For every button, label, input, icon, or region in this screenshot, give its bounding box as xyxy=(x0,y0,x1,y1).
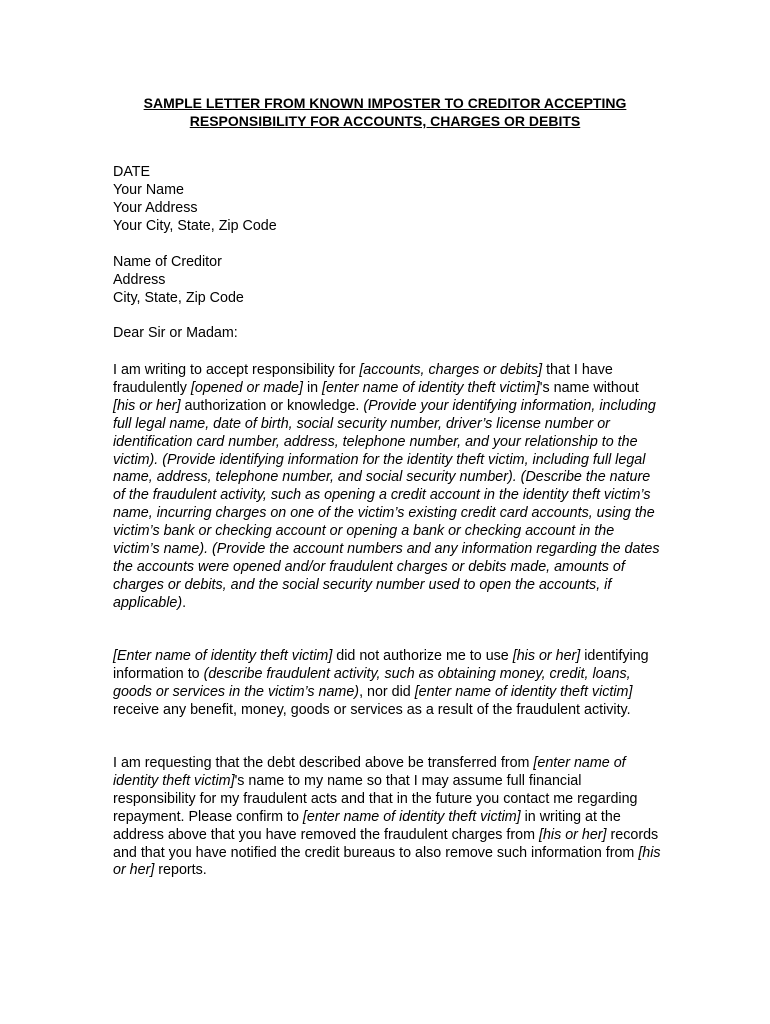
p2-placeholder-3: (describe fraudulent activity, such as obtaining money, credit, loans, goods or services in the victim’s name) xyxy=(113,665,631,700)
p1-placeholder-2: [opened or made] xyxy=(190,379,303,396)
salutation-block xyxy=(113,325,673,343)
p1-text-3: in xyxy=(302,379,323,396)
p2-placeholder-4: [enter name of identity theft victim] xyxy=(414,683,633,700)
recipient-name: Name of Creditor xyxy=(113,254,222,270)
paragraph-2 xyxy=(113,648,661,720)
sender-date: DATE xyxy=(113,164,151,180)
title-line-2: RESPONSIBILITY FOR ACCOUNTS, CHARGES OR DEBITS xyxy=(189,113,581,129)
p3-placeholder-4: [his or her] xyxy=(113,844,661,879)
p3-text-3: in writing at the address above that you have removed the fraudulent charges from xyxy=(113,808,621,843)
p1-placeholder-3: [enter name of identity theft victim] xyxy=(322,379,540,396)
letter-title xyxy=(100,94,670,130)
recipient-block xyxy=(113,254,673,308)
p3-text-4: records and that you have notified the credit bureaus to also remove such information from xyxy=(113,826,659,861)
p1-text-1: I am writing to accept responsibility for xyxy=(113,362,360,378)
p1-text-6: . xyxy=(182,594,187,611)
recipient-address: Address xyxy=(113,271,166,288)
title-line-1: SAMPLE LETTER FROM KNOWN IMPOSTER TO CREDITOR ACCEPTING xyxy=(143,95,627,111)
paragraph-3 xyxy=(113,755,661,880)
sender-block xyxy=(113,164,673,236)
p1-placeholder-4: [his or her] xyxy=(113,397,181,414)
p3-placeholder-2: [enter name of identity theft victim] xyxy=(302,808,521,825)
p1-placeholder-1: [accounts, charges or debits] xyxy=(359,362,543,378)
p1-text-5: authorization or knowledge. xyxy=(180,397,364,414)
p3-text-1: I am requesting that the debt described above be transferred from xyxy=(113,755,534,771)
p3-text-2: 's name to my name so that I may assume full financial responsibility for my fraudulent acts and that in the future you contact me regarding repayment. Please confirm to xyxy=(113,772,638,825)
sender-name: Your Name xyxy=(113,181,184,198)
p2-text-1: did not authorize me to use xyxy=(332,648,513,664)
recipient-city: City, State, Zip Code xyxy=(113,289,244,306)
p3-placeholder-3: [his or her] xyxy=(538,826,607,843)
p1-instructions: (Provide your identifying information, including full legal name, date of birth, social security number, driver’s license number or identification card number, address, telephone number, and your relationship to the victim). (Provide identifying information for the identity theft victim, including full legal name, address, telephone number, and social security number). (Describe the nature of the fraudulent activity, such as opening a credit account in the identity theft victim’s name, incurring charges on one of the victim’s existing credit card accounts, using the victim’s bank or checking account or opening a bank or checking account in the victim’s name). (Provide the account numbers and any information regarding the dates the accounts were opened and/or fraudulent charges or debits made, amounts of charges or debits, and the social security number used to open the accounts, if applicable) xyxy=(113,397,660,611)
p2-text-2: identifying information to xyxy=(113,648,649,682)
p1-text-4: 's name without xyxy=(539,379,639,396)
sender-address: Your Address xyxy=(113,199,198,216)
sender-city: Your City, State, Zip Code xyxy=(113,217,277,234)
p2-placeholder-1: [Enter name of identity theft victim] xyxy=(113,648,333,664)
p1-text-2: that I have fraudulently xyxy=(113,362,613,396)
p2-text-4: receive any benefit, money, goods or services as a result of the fraudulent activity. xyxy=(113,683,641,718)
p3-text-5: reports. xyxy=(154,862,207,879)
p2-placeholder-2: [his or her] xyxy=(512,648,581,664)
p2-text-3: , nor did xyxy=(359,683,415,700)
paragraph-1 xyxy=(113,362,661,613)
p3-placeholder-1: [enter name of identity theft victim] xyxy=(113,755,626,789)
salutation: Dear Sir or Madam: xyxy=(113,325,238,341)
